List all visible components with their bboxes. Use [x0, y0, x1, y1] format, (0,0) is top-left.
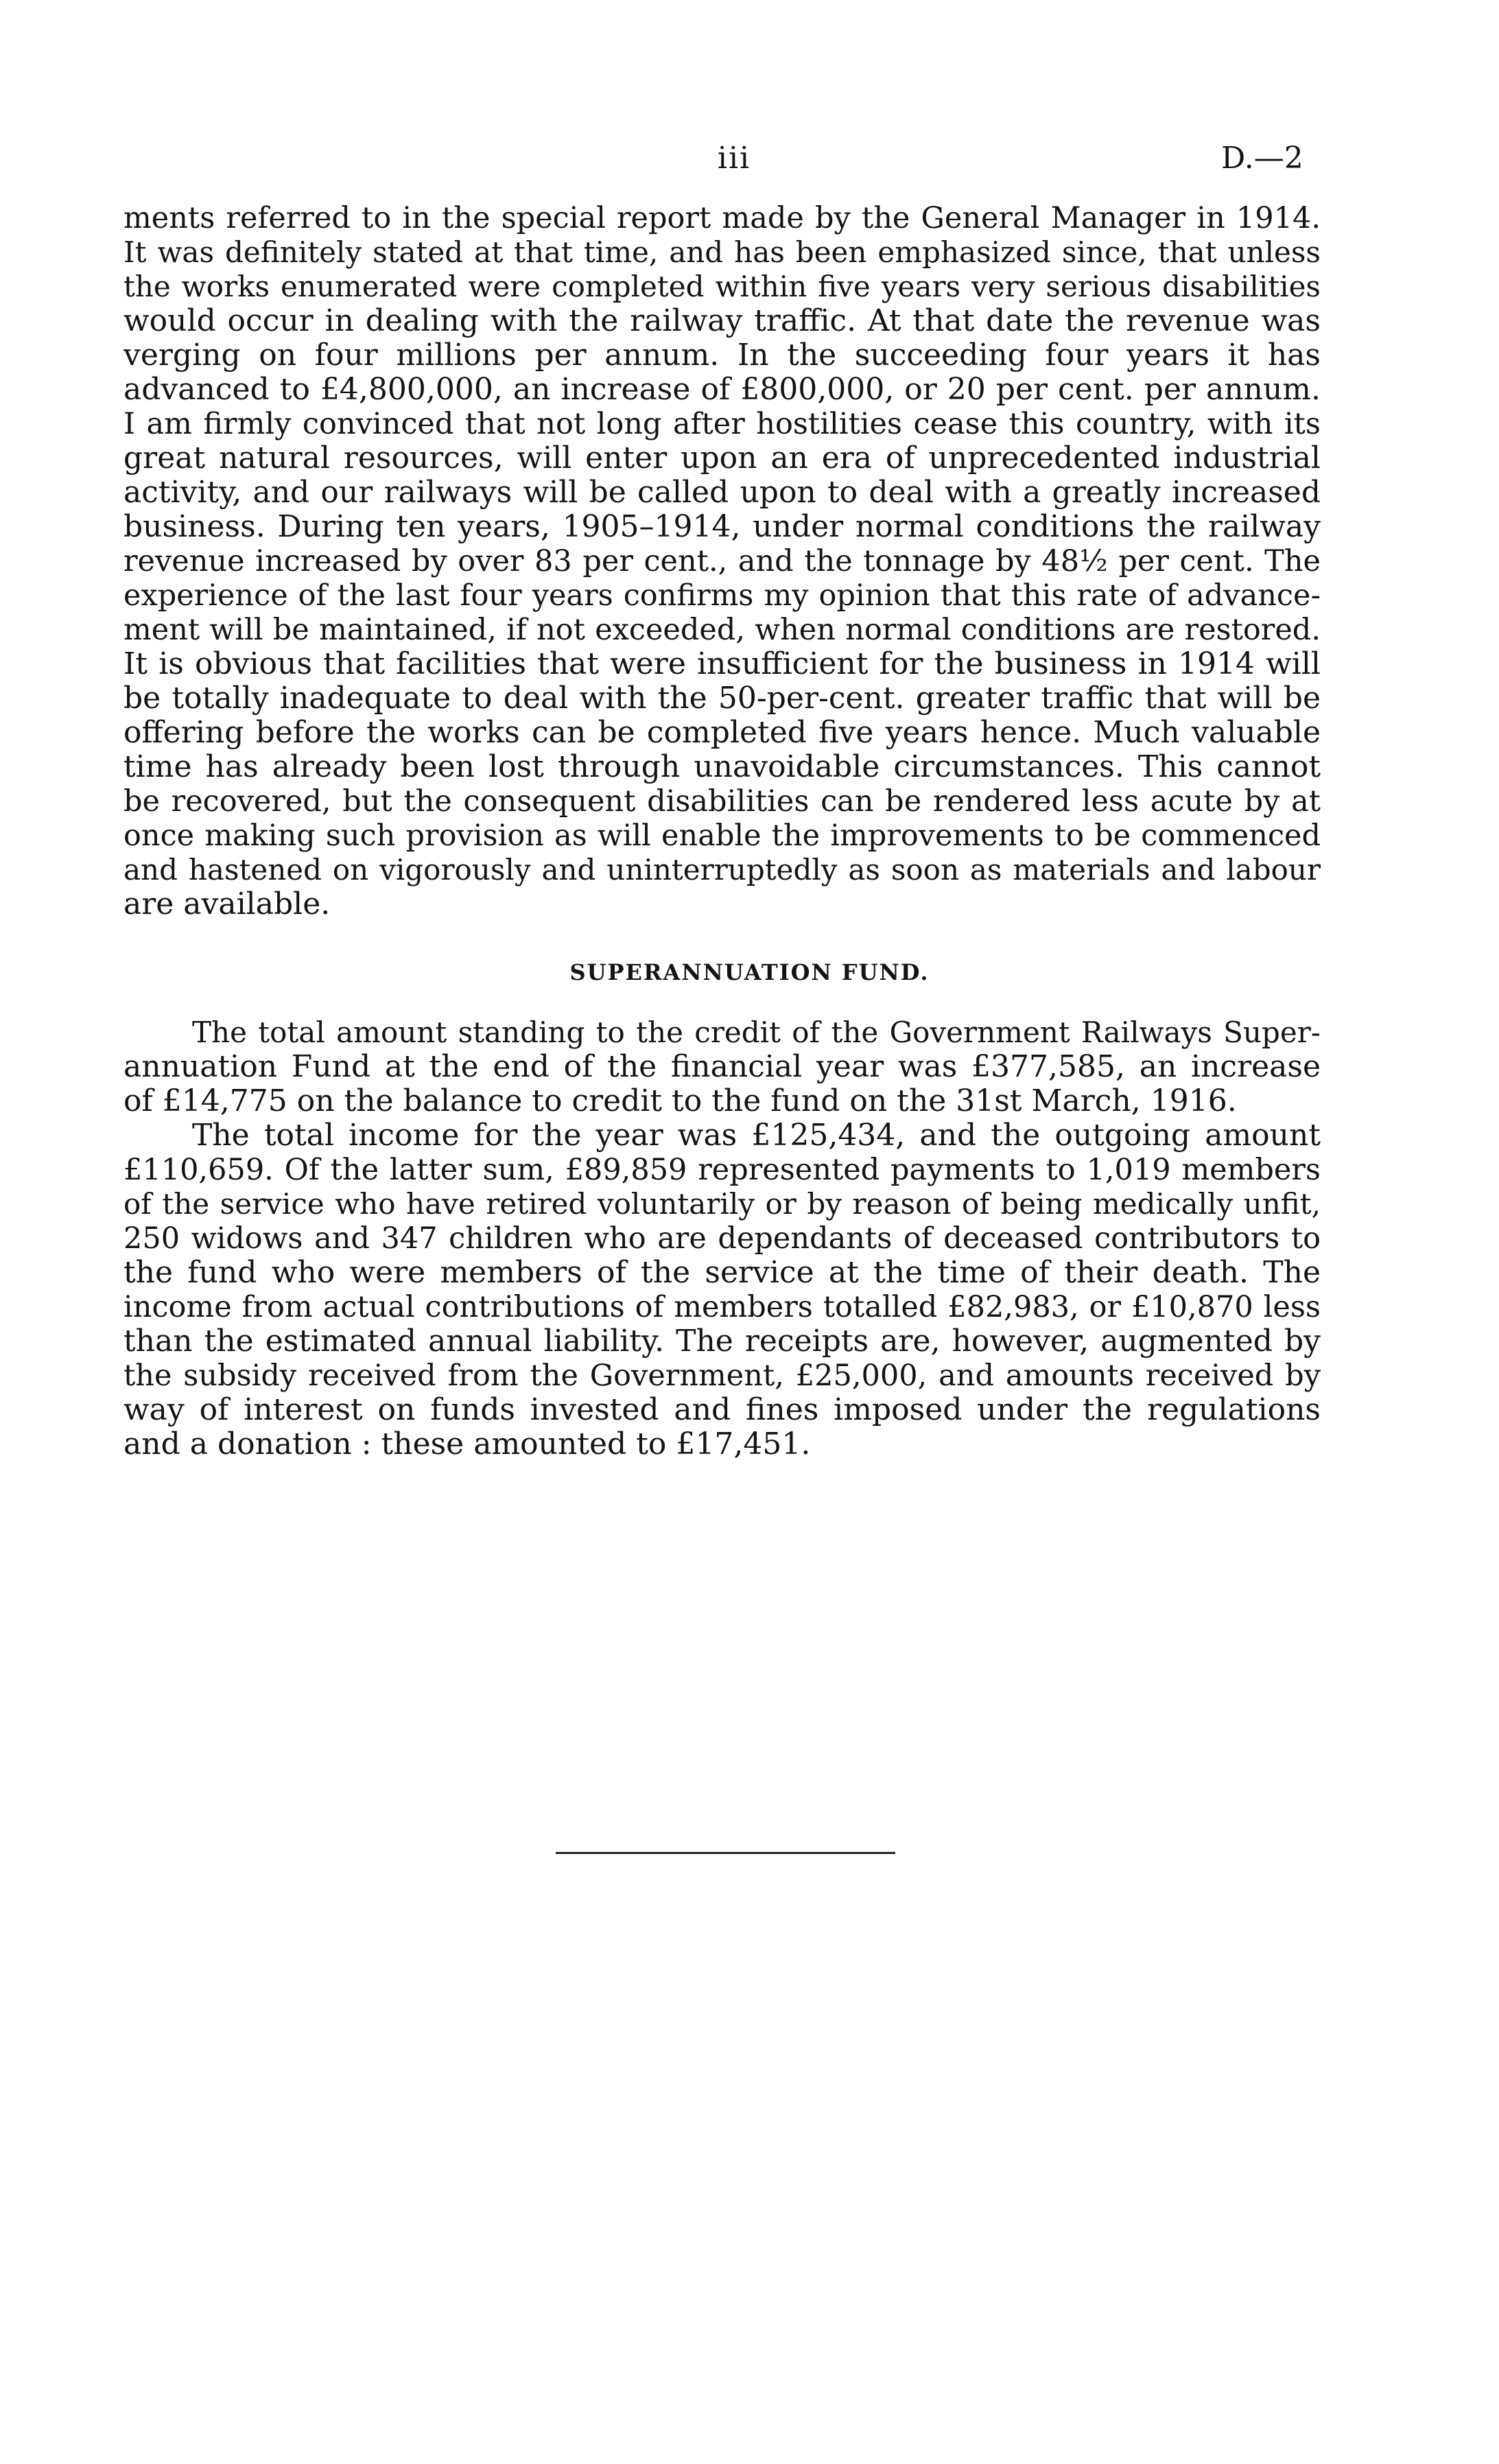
- text-line: The total income for the year was £125,434, and the outgoing amount: [192, 1118, 1321, 1153]
- text-line: the fund who were members of the service at the time of their death. The: [123, 1255, 1321, 1290]
- text-line: revenue increased by over 83 per cent., and the tonnage by 48½ per cent. The: [123, 544, 1321, 578]
- text-line: income from actual contributions of members totalled £82,983, or £10,870 less: [123, 1290, 1321, 1324]
- text-line: great natural resources, will enter upon an era of unprecedented industrial: [123, 441, 1321, 476]
- section-heading: SUPERANNUATION FUND.: [569, 959, 930, 985]
- text-line: once making such provision as will enable the improvements to be commenced: [123, 819, 1321, 853]
- section-divider-rule: [556, 1852, 895, 1854]
- text-line: the subsidy received from the Government, £25,000, and amounts received by: [123, 1359, 1321, 1393]
- text-line: business. During ten years, 1905–1914, under normal conditions the railway: [123, 509, 1321, 544]
- text-line: be recovered, but the consequent disabilities can be rendered less acute by at: [123, 784, 1321, 819]
- text-line: I am firmly convinced that not long after hostilities cease this country, with its: [123, 407, 1321, 441]
- text-line: way of interest on funds invested and fines imposed under the regulations: [123, 1392, 1321, 1427]
- text-line: verging on four millions per annum. In the succeeding four years it has: [123, 338, 1321, 373]
- paragraph-fund-balance: [123, 1016, 1321, 1118]
- text-line: than the estimated annual liability. The receipts are, however, augmented by: [123, 1324, 1321, 1359]
- text-line: the works enumerated were completed within five years very serious disabilities: [123, 270, 1321, 303]
- text-line: would occur in dealing with the railway traffic. At that date the revenue was: [123, 303, 1321, 338]
- paragraph-income-outgoings: [123, 1118, 1321, 1462]
- paragraph-railway-works: [123, 201, 1321, 922]
- text-line: and hastened on vigorously and uninterruptedly as soon as materials and labour: [123, 853, 1321, 887]
- text-line: and a donation : these amounted to £17,451.: [123, 1427, 811, 1462]
- text-line: be totally inadequate to deal with the 50-per-cent. greater traffic that will be: [123, 681, 1321, 716]
- text-line: annuation Fund at the end of the financial year was £377,585, an increase: [123, 1049, 1321, 1084]
- text-line: of the service who have retired voluntarily or by reason of being medically unfit,: [123, 1187, 1321, 1221]
- text-line: experience of the last four years confirms my opinion that this rate of advance-: [123, 578, 1321, 613]
- text-line: are available.: [123, 887, 331, 922]
- text-line: It was definitely stated at that time, and has been emphasized since, that unless: [123, 235, 1321, 269]
- text-line: of £14,775 on the balance to credit to the fund on the 31st March, 1916.: [123, 1083, 1237, 1118]
- text-line: The total amount standing to the credit of the Government Railways Super-: [192, 1016, 1321, 1049]
- text-line: offering before the works can be completed five years hence. Much valuable: [123, 715, 1321, 750]
- text-line: time has already been lost through unavoidable circumstances. This cannot: [123, 749, 1321, 784]
- text-line: advanced to £4,800,000, an increase of £800,000, or 20 per cent. per annum.: [123, 372, 1321, 407]
- text-line: ments referred to in the special report made by the General Manager in 1914.: [123, 201, 1321, 235]
- text-line: It is obvious that facilities that were insufficient for the business in 1914 will: [123, 646, 1321, 681]
- text-line: £110,659. Of the latter sum, £89,859 represented payments to 1,019 members: [123, 1153, 1321, 1187]
- page-number: iii: [717, 141, 751, 176]
- text-line: 250 widows and 347 children who are dependants of deceased contributors to: [123, 1221, 1321, 1256]
- text-line: activity, and our railways will be called upon to deal with a greatly increased: [123, 475, 1321, 510]
- document-reference: D.—2: [1221, 141, 1303, 176]
- text-line: ment will be maintained, if not exceeded, when normal conditions are restored.: [123, 613, 1321, 647]
